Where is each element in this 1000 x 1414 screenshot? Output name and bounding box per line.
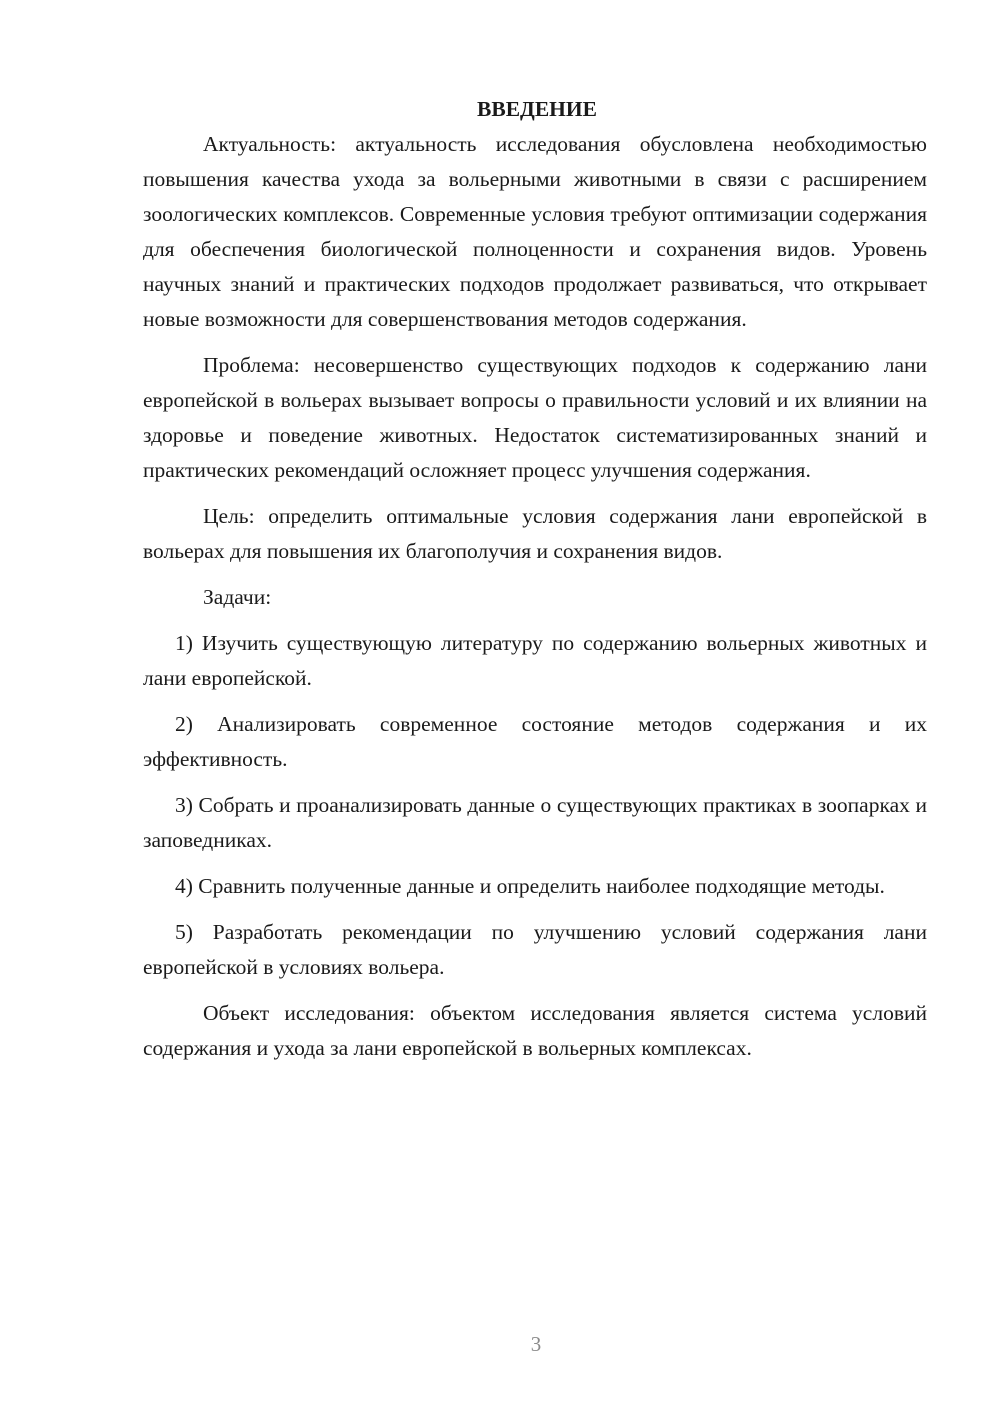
tasks-label: Задачи: [203,585,272,609]
problem-paragraph: Проблема: несовершенство существующих подходов к содержанию лани европейской в вольерах вызывает вопросы о правильности условий и их влиянии на здоровье и поведение животных. Недостаток систематизированных знаний и практических рекомендаций осложняет процесс улучшения содержания. [143,353,927,482]
task-item: 3) Собрать и проанализировать данные о существующих практиках в зоопарках и заповедниках. [143,793,927,852]
task-item: 1) Изучить существующую литературу по содержанию вольерных животных и лани европейской. [143,631,927,690]
page-content [143,92,927,1077]
page-number: 3 [530,1332,542,1356]
task-item: 4) Сравнить полученные данные и определить наиболее подходящие методы. [175,874,885,898]
relevance-paragraph: Актуальность: актуальность исследования обусловлена необходимостью повышения качества ухода за вольерными животными в связи с расширением зоологических комплексов. Современные условия требуют оптимизации содержания для обеспечения биологической полноценности и сохранения видов. Уровень научных знаний и практических подходов продолжает развиваться, что открывает новые возможности для совершенствования методов содержания. [143,132,927,331]
task-item: 5) Разработать рекомендации по улучшению условий содержания лани европейской в условиях вольера. [143,920,927,979]
goal-paragraph: Цель: определить оптимальные условия содержания лани европейской в вольерах для повышения их благополучия и сохранения видов. [143,504,927,563]
task-item: 2) Анализировать современное состояние методов содержания и их эффективность. [143,712,927,771]
section-heading: ВВЕДЕНИЕ [477,97,597,121]
object-paragraph: Объект исследования: объектом исследования является система условий содержания и ухода за лани европейской в вольерных комплексах. [143,1001,927,1060]
